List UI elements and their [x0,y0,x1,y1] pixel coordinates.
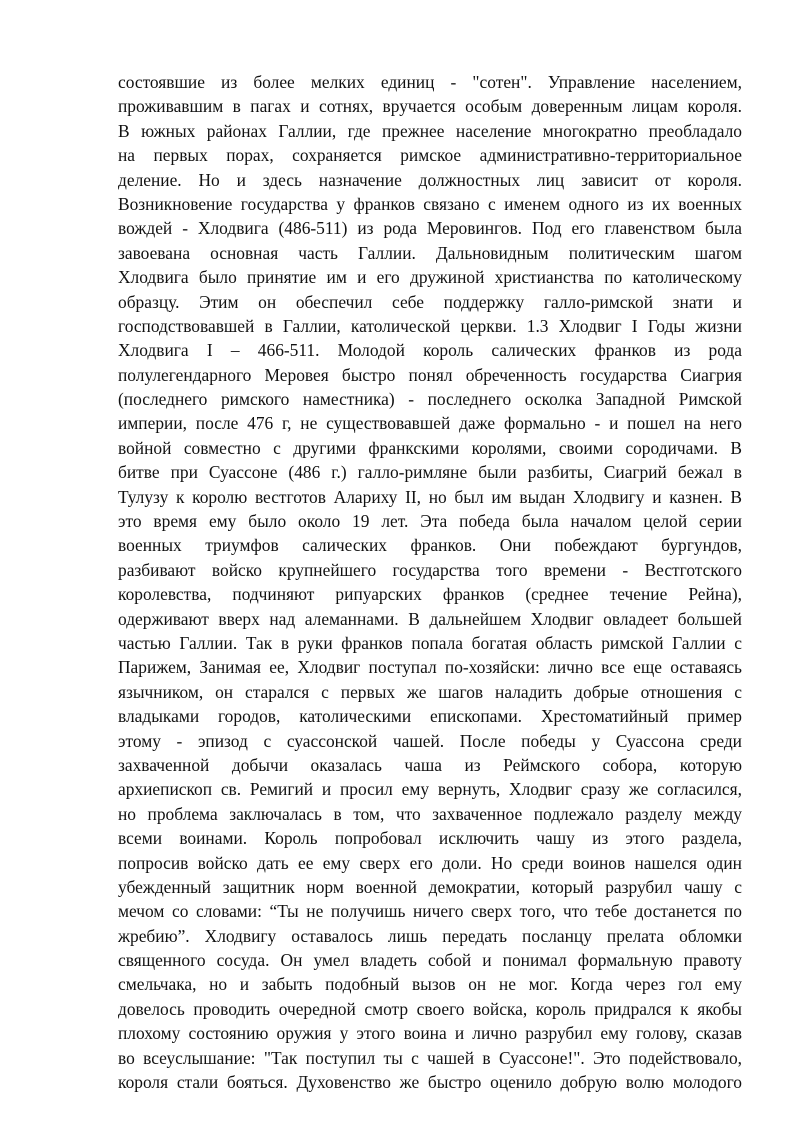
text-line: убежденный защитник норм военной демократии, который разрубил чашу с [118,876,742,897]
text-line: это время ему было около 19 лет. Эта победа была началом целой серии [118,511,742,532]
text-line: довелось проводить очередной смотр своего войска, король придрался к якобы [118,998,742,1019]
text-line: (последнего римского наместника) - последнего осколка Западной Римской [118,389,742,410]
text-line: Возникновение государства у франков связано с именем одного из их военных [118,193,742,214]
text-line: Хлодвига было принятие им и его дружиной христианства по католическому [118,267,742,288]
text-line: Хлодвига I – 466-511. Молодой король салических франков из рода [118,340,742,361]
text-line: смельчака, но и забыть подобный вызов он не мог. Когда через гол ему [118,974,742,995]
text-line: В южных районах Галлии, где прежнее население многократно преобладало [118,120,742,141]
text-line: полулегендарного Меровея быстро понял обреченность государства Сиагрия [118,364,742,385]
text-line: состоявшие из более мелких единиц - "сотен". Управление населением, [118,72,742,92]
text-line: на первых порах, сохраняется римское административно-территориальное [118,145,742,166]
text-line: королевства, подчиняют рипуарских франков (среднее течение Рейна), [118,584,742,605]
text-line: военных триумфов салических франков. Они побеждают бургундов, [118,535,742,556]
text-line: но проблема заключалась в том, что захваченное подлежало разделу между [118,803,742,824]
text-line: язычником, он старался с первых же шагов наладить добрые отношения с [118,681,742,702]
text-line: разбивают войско крупнейшего государства того времени - Вестготского [118,559,742,580]
text-line: мечом со словами: “Ты не получишь ничего сверх того, что тебе достанется по [118,901,742,922]
text-line: плохому состоянию оружия у этого воина и лично разрубил ему голову, сказав [118,1023,742,1044]
text-line: владыками городов, католическими епископами. Хрестоматийный пример [118,706,742,727]
text-line: деление. Но и здесь назначение должностных лиц зависит от короля. [118,169,742,190]
text-line: господствовавшей в Галлии, католической церкви. 1.3 Хлодвиг I Годы жизни [118,315,742,336]
text-line: всеми воинами. Король попробовал исключить чашу из этого раздела, [118,828,742,849]
text-line: образцу. Этим он обеспечил себе поддержку галло-римской знати и [118,291,742,312]
text-line: жребию”. Хлодвигу оставалось лишь передать посланцу прелата обломки [118,925,742,946]
text-line: этому - эпизод с суассонской чашей. После победы у Суассона среди [118,730,742,751]
body-text [118,70,742,1094]
text-line: частью Галлии. Так в руки франков попала богатая область римской Галлии с [118,632,742,653]
text-line: Парижем, Занимая ее, Хлодвиг поступал по-хозяйски: лично все еще оставаясь [118,657,742,678]
text-line: короля стали бояться. Духовенство же быстро оценило добрую волю молодого [118,1072,742,1093]
text-line: во всеуслышание: "Так поступил ты с чашей в Суассоне!". Это подействовало, [118,1047,742,1068]
text-line: империи, после 476 г, не существовавшей даже формально - и пошел на него [118,413,742,434]
text-line: проживавшим в пагах и сотнях, вручается особым доверенным лицам короля. [118,96,742,117]
text-line: Тулузу к королю вестготов Алариху II, но был им выдан Хлодвигу и казнен. В [118,486,742,507]
text-line: захваченной добычи оказалась чаша из Реймского собора, которую [118,754,742,775]
text-line: попросив войско дать ее ему сверх его доли. Но среди воинов нашелся один [118,852,742,873]
text-line: битве при Суассоне (486 г.) галло-римляне были разбиты, Сиагрий бежал в [118,462,742,483]
text-line: архиепископ св. Ремигий и просил ему вернуть, Хлодвиг сразу же согласился, [118,779,742,800]
text-line: священного сосуда. Он умел владеть собой и понимал формальную правоту [118,950,742,971]
text-line: вождей - Хлодвига (486-511) из рода Меровингов. Под его главенством была [118,218,742,239]
text-line: войной совместно с другими франкскими королями, своими сородичами. В [118,437,742,458]
text-line: завоевана основная часть Галлии. Дальновидным политическим шагом [118,242,742,263]
text-line: одерживают вверх над алеманнами. В дальнейшем Хлодвиг овладеет большей [118,608,742,629]
